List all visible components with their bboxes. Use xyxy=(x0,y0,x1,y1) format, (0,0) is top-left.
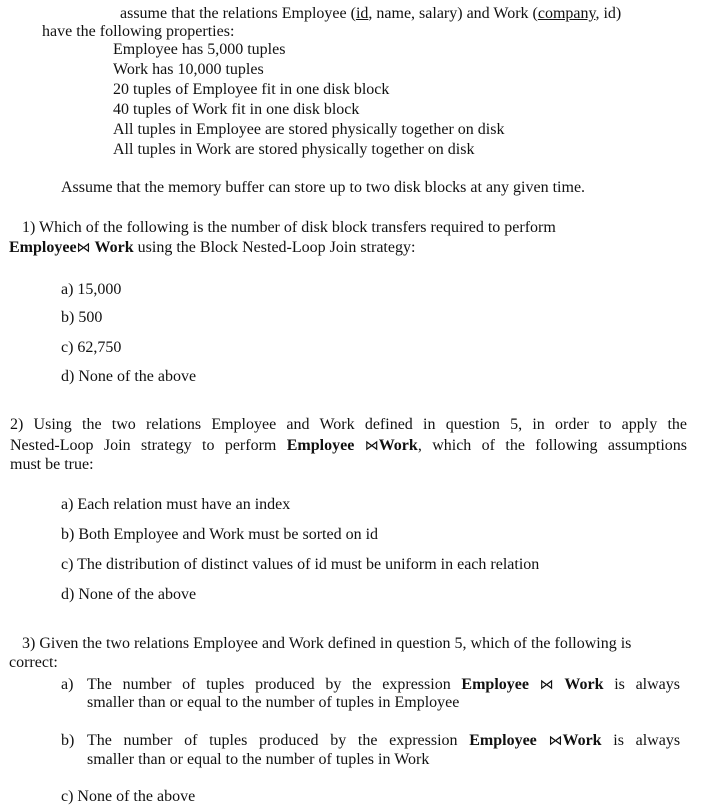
q3-text-line-2: correct: xyxy=(9,654,58,671)
buffer-note: Assume that the memory buffer can store up to two disk blocks at any given time. xyxy=(61,179,586,196)
property-item: Work has 10,000 tuples xyxy=(113,61,264,78)
q1-text-line-2: Employee⋈ Work using the Block Nested-Loop Join strategy: xyxy=(9,239,416,256)
q2-text-line-3: must be true: xyxy=(10,456,94,473)
q2-option-b: b) Both Employee and Work must be sorted on id xyxy=(61,526,379,543)
q3-option-a-line-1: The number of tuples produced by the expression Employee ⋈ Work is always xyxy=(87,676,681,693)
q1-text-line-1: 1) Which of the following is the number of disk block transfers required to perform xyxy=(22,219,556,236)
intro-line-2: have the following properties: xyxy=(42,23,235,40)
q3-option-b-label: b) xyxy=(61,732,75,749)
property-item: Employee has 5,000 tuples xyxy=(113,41,286,58)
q1-option-a: a) 15,000 xyxy=(61,281,122,298)
q2-text-line-1: 2) Using the two relations Employee and Work defined in question 5, in order to apply the xyxy=(10,416,687,433)
property-item: 20 tuples of Employee fit in one disk block xyxy=(113,81,390,98)
q1-option-d: d) None of the above xyxy=(61,368,197,385)
q3-option-a-label: a) xyxy=(61,676,74,693)
q2-option-d: d) None of the above xyxy=(61,586,197,603)
q1-option-b: b) 500 xyxy=(61,309,103,326)
q2-text-line-2: Nested-Loop Join strategy to perform Employee ⋈Work, which of the following assumptions xyxy=(10,437,688,454)
q3-option-a-line-2: smaller than or equal to the number of tuples in Employee xyxy=(87,694,460,711)
property-item: 40 tuples of Work fit in one disk block xyxy=(113,101,360,118)
property-item: All tuples in Employee are stored physically together on disk xyxy=(113,121,505,138)
q3-option-b-line-2: smaller than or equal to the number of tuples in Work xyxy=(87,751,430,768)
q3-text-line-1: 3) Given the two relations Employee and Work defined in question 5, which of the following is xyxy=(22,635,632,652)
join-symbol: ⋈ xyxy=(76,240,91,256)
q2-option-a: a) Each relation must have an index xyxy=(61,496,291,513)
q3-option-c: c) None of the above xyxy=(61,788,196,805)
q1-option-c: c) 62,750 xyxy=(61,339,122,356)
property-item: All tuples in Work are stored physically together on disk xyxy=(113,141,475,158)
q3-option-b-line-1: The number of tuples produced by the expression Employee ⋈Work is always xyxy=(87,732,681,749)
intro-line-1: assume that the relations Employee (id, name, salary) and Work (company, id) xyxy=(120,5,622,22)
q2-option-c: c) The distribution of distinct values of id must be uniform in each relation xyxy=(61,556,540,573)
